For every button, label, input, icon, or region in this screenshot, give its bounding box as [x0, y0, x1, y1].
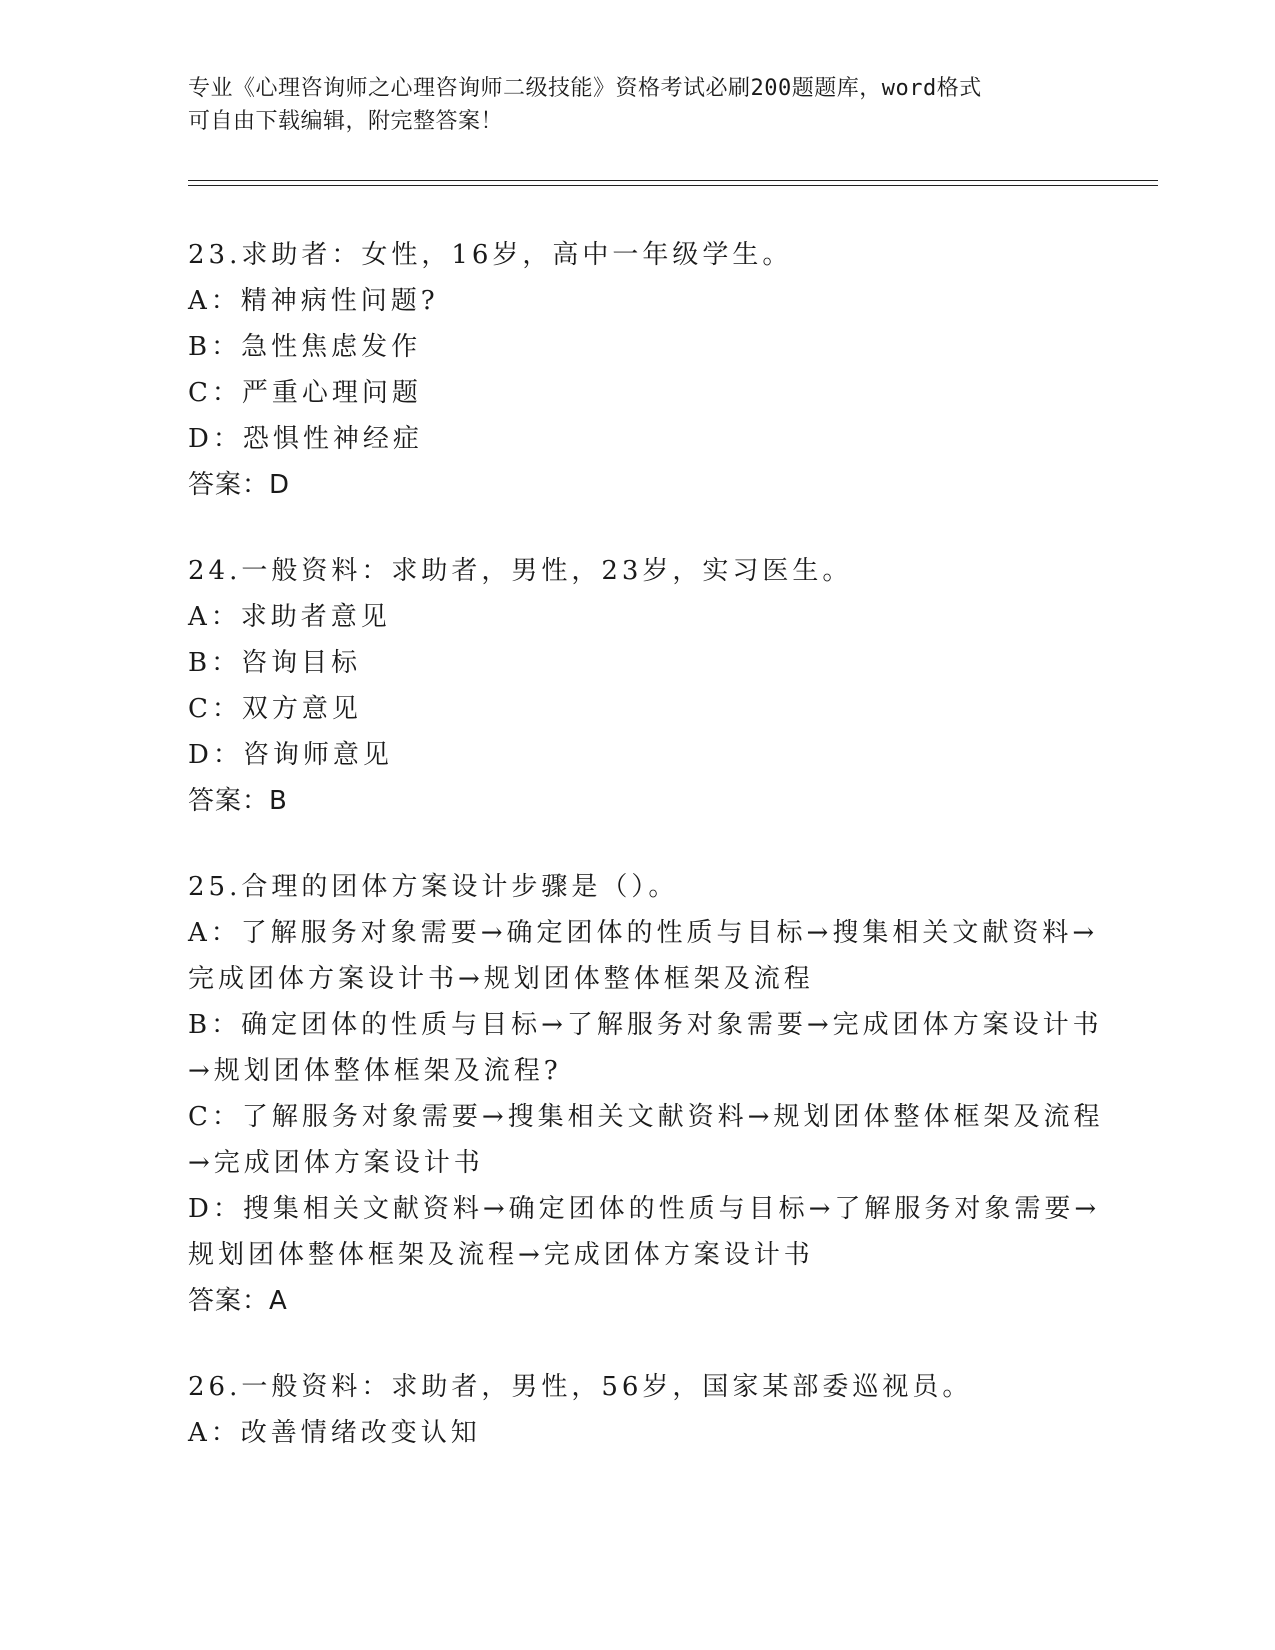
- option-c: C：严重心理问题: [188, 378, 422, 408]
- answer-label: 答案：D: [188, 470, 291, 500]
- document-header: [188, 72, 1068, 138]
- header-divider-bottom: [188, 185, 1158, 186]
- question-stem: 25.合理的团体方案设计步骤是（）。: [188, 872, 679, 902]
- option-b-line-2: →规划团体整体框架及流程?: [188, 1056, 562, 1086]
- option-a: A：改善情绪改变认知: [188, 1418, 481, 1448]
- option-c: C：双方意见: [188, 694, 362, 724]
- header-divider-top: [188, 180, 1158, 181]
- answer-label: 答案：B: [188, 786, 288, 816]
- question-stem: 24.一般资料：求助者，男性，23岁，实习医生。: [188, 556, 853, 586]
- question-23: [188, 232, 1088, 508]
- question-24: [188, 548, 1088, 824]
- option-a: A：求助者意见: [188, 602, 391, 632]
- option-c-line-2: →完成团体方案设计书: [188, 1148, 484, 1178]
- option-a-line-2: 完成团体方案设计书→规划团体整体框架及流程: [188, 964, 814, 994]
- option-d: D：咨询师意见: [188, 740, 393, 770]
- option-b: B：咨询目标: [188, 648, 362, 678]
- question-26: [188, 1364, 1088, 1456]
- option-d-line-2: 规划团体整体框架及流程→完成团体方案设计书: [188, 1240, 814, 1270]
- question-25: [188, 864, 1104, 1324]
- option-c-line-1: C：了解服务对象需要→搜集相关文献资料→规划团体整体框架及流程: [188, 1102, 1104, 1132]
- option-a-line-1: A：了解服务对象需要→确定团体的性质与目标→搜集相关文献资料→: [188, 918, 1099, 948]
- answer-label: 答案：A: [188, 1286, 288, 1316]
- header-line-2: 可自由下载编辑，附完整答案！: [188, 109, 504, 134]
- option-b-line-1: B：确定团体的性质与目标→了解服务对象需要→完成团体方案设计书: [188, 1010, 1103, 1040]
- question-stem: 26.一般资料：求助者，男性，56岁，国家某部委巡视员。: [188, 1372, 973, 1402]
- option-d-line-1: D：搜集相关文献资料→确定团体的性质与目标→了解服务对象需要→: [188, 1194, 1101, 1224]
- option-b: B：急性焦虑发作: [188, 332, 422, 362]
- option-d: D：恐惧性神经症: [188, 424, 423, 454]
- header-line-1: 专业《心理咨询师之心理咨询师二级技能》资格考试必刷200题题库，word格式: [188, 76, 982, 101]
- question-list: [188, 232, 1104, 1496]
- question-stem: 23.求助者：女性，16岁，高中一年级学生。: [188, 240, 793, 270]
- option-a: A：精神病性问题?: [188, 286, 439, 316]
